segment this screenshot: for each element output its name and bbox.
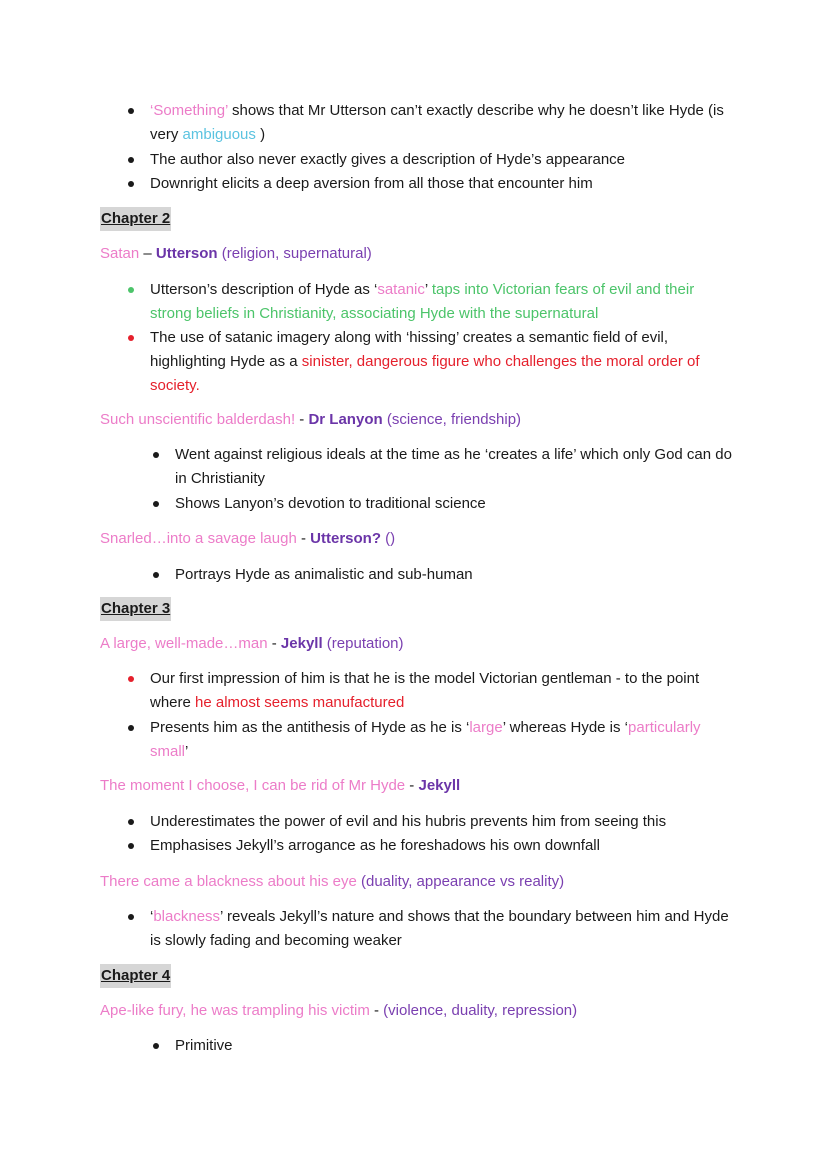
bullet-dot-icon xyxy=(128,843,134,849)
text-run: Chapter 3 xyxy=(101,600,171,617)
text-run: ’ reveals Jekyll’s nature and shows that the boundary between him and Hyde is slowly fading and becoming weaker xyxy=(150,908,729,949)
text-run: ambiguous xyxy=(182,126,256,143)
text-run: taps into Victorian fears of evil and their strong beliefs in Christianity, associating Hyde with the supernatural xyxy=(150,281,695,322)
bullet-item xyxy=(175,443,735,491)
bullet-dot-icon xyxy=(128,181,134,187)
text-run: Jekyll xyxy=(280,635,323,652)
bullet-dot-icon xyxy=(128,914,134,920)
bullet-item xyxy=(175,1034,735,1058)
text-run: The author also never exactly gives a description of Hyde’s appearance xyxy=(150,151,625,168)
quote-line xyxy=(100,632,800,656)
text-run: Emphasises Jekyll’s arrogance as he foreshadows his own downfall xyxy=(150,837,600,854)
bullet-item xyxy=(175,563,735,587)
text-run: - xyxy=(296,530,311,547)
bullet-dot-icon xyxy=(128,335,134,341)
text-run: Such unscientific balderdash! xyxy=(100,411,296,428)
text-run: Shows Lanyon’s devotion to traditional science xyxy=(175,495,486,512)
text-run: ’ xyxy=(424,281,432,298)
bullet-dot-icon xyxy=(128,819,134,825)
bullet-item xyxy=(175,492,735,516)
text-run: - xyxy=(405,777,419,794)
text-run: Utterson? xyxy=(310,530,381,547)
text-run: Went against religious ideals at the time as he ‘creates a life’ which only God can do in Christianity xyxy=(175,446,732,487)
text-run: Utterson xyxy=(155,245,218,262)
text-run: The use of satanic imagery along with ‘hissing’ creates a semantic field of evil, highlighting Hyde as a xyxy=(150,329,669,370)
text-run: Chapter 4 xyxy=(101,967,171,984)
text-run: Underestimates the power of evil and his hubris prevents him from seeing this xyxy=(150,813,667,830)
text-run: Jekyll xyxy=(418,777,461,794)
text-run: (religion, supernatural) xyxy=(217,245,372,262)
text-run: satanic xyxy=(377,281,425,298)
text-run: he almost seems manufactured xyxy=(195,694,405,711)
bullet-dot-icon xyxy=(128,108,134,114)
text-run: Snarled…into a savage laugh xyxy=(100,530,297,547)
bullet-item xyxy=(150,905,740,953)
quote-line xyxy=(100,999,800,1023)
bullet-dot-icon xyxy=(153,452,159,458)
quote-line xyxy=(100,408,800,432)
chapter-heading xyxy=(100,207,171,231)
quote-line xyxy=(100,527,800,551)
bullet-item xyxy=(150,667,740,715)
text-run: large xyxy=(469,719,503,736)
quote-line xyxy=(100,242,800,266)
bullet-dot-icon xyxy=(128,725,134,731)
text-run: A large, well-made…man xyxy=(100,635,268,652)
text-run: ‘ xyxy=(150,908,154,925)
text-run: particularly small xyxy=(150,719,701,760)
text-run: - xyxy=(369,1002,384,1019)
bullet-dot-icon xyxy=(128,676,134,682)
text-run: Chapter 2 xyxy=(101,210,171,227)
text-run: Satan xyxy=(100,245,140,262)
text-run: blackness xyxy=(153,908,221,925)
text-run: ‘Something’ xyxy=(150,102,228,119)
bullet-item xyxy=(150,172,740,196)
text-run: (duality, appearance vs reality) xyxy=(356,873,565,890)
text-run: - xyxy=(267,635,281,652)
text-run: () xyxy=(381,530,396,547)
text-run: Our first impression of him is that he is the model Victorian gentleman - to the point where xyxy=(150,670,700,711)
text-run: There came a blackness about his eye xyxy=(100,873,357,890)
bullet-dot-icon xyxy=(153,501,159,507)
text-run: (violence, duality, repression) xyxy=(383,1002,578,1019)
chapter-heading xyxy=(100,597,171,621)
bullet-item xyxy=(150,148,740,172)
text-run: ’ whereas Hyde is ‘ xyxy=(502,719,629,736)
quote-line xyxy=(100,774,800,798)
text-run: Presents him as the antithesis of Hyde as he is ‘ xyxy=(150,719,470,736)
chapter-heading xyxy=(100,964,171,988)
text-run: (science, friendship) xyxy=(382,411,522,428)
text-run: Primitive xyxy=(175,1037,233,1054)
quote-line xyxy=(100,870,800,894)
bullet-item xyxy=(150,278,740,326)
text-run: Downright elicits a deep aversion from all those that encounter him xyxy=(150,175,593,192)
bullet-dot-icon xyxy=(153,1043,159,1049)
bullet-dot-icon xyxy=(153,572,159,578)
bullet-item xyxy=(150,834,740,858)
bullet-item xyxy=(150,810,740,834)
text-run: ’ xyxy=(185,743,189,760)
text-run: - xyxy=(295,411,309,428)
text-run: shows that Mr Utterson can’t exactly describe why he doesn’t like Hyde (is very xyxy=(150,102,724,143)
text-run: ) xyxy=(255,126,266,143)
bullet-dot-icon xyxy=(128,287,134,293)
text-run: Utterson’s description of Hyde as ‘ xyxy=(150,281,378,298)
text-run: (reputation) xyxy=(322,635,404,652)
text-run: sinister, dangerous figure who challenges the moral order of society. xyxy=(150,353,700,394)
bullet-item xyxy=(150,326,740,398)
bullet-dot-icon xyxy=(128,157,134,163)
text-run: Portrays Hyde as animalistic and sub-human xyxy=(175,566,473,583)
bullet-item xyxy=(150,716,740,764)
text-run: The moment I choose, I can be rid of Mr Hyde xyxy=(100,777,406,794)
text-run: Ape-like fury, he was trampling his victim xyxy=(100,1002,370,1019)
text-run: – xyxy=(139,245,156,262)
text-run: Dr Lanyon xyxy=(308,411,383,428)
bullet-item xyxy=(150,99,740,147)
